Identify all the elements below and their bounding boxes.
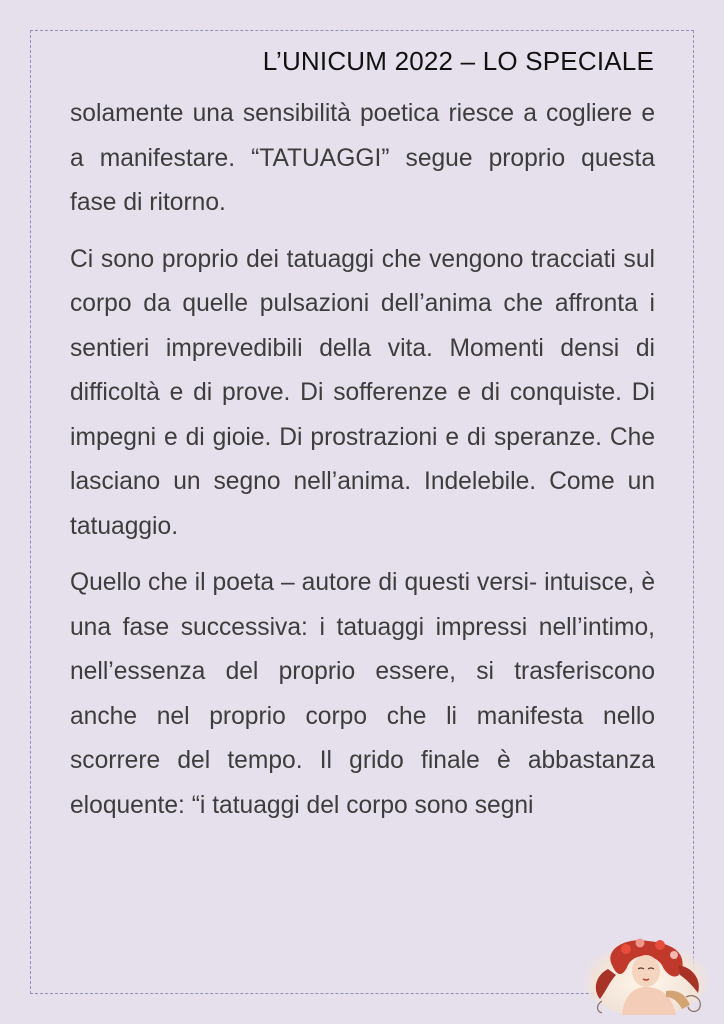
article-body (70, 92, 655, 828)
page-header: L’UNICUM 2022 – LO SPECIALE (262, 46, 654, 76)
paragraph-3: Quello che il poeta – autore di questi versi- intuisce, è una fase successiva: i tatuaggi impressi nell’intimo, nell’essenza del proprio essere, si trasferiscono anche nel proprio corpo che li manifesta nello scorrere del tempo. Il grido finale è abbastanza eloquente: “i tatuaggi del corpo sono segni (70, 569, 655, 819)
paragraph-1: solamente una sensibilità poetica riesce a cogliere e a manifestare. “TATUAGGI” segue proprio questa fase di ritorno. (70, 100, 655, 216)
art-nouveau-woman-illustration (582, 935, 710, 1015)
paragraph-2: Ci sono proprio dei tatuaggi che vengono tracciati sul corpo da quelle pulsazioni dell’anima che affronta i sentieri imprevedibili della vita. Momenti densi di difficoltà e di prove. Di sofferenze e di conquiste. Di impegni e di gioie. Di prostrazioni e di speranze. Che lasciano un segno nell’anima. Indelebile. Come un tatuaggio. (70, 245, 655, 540)
